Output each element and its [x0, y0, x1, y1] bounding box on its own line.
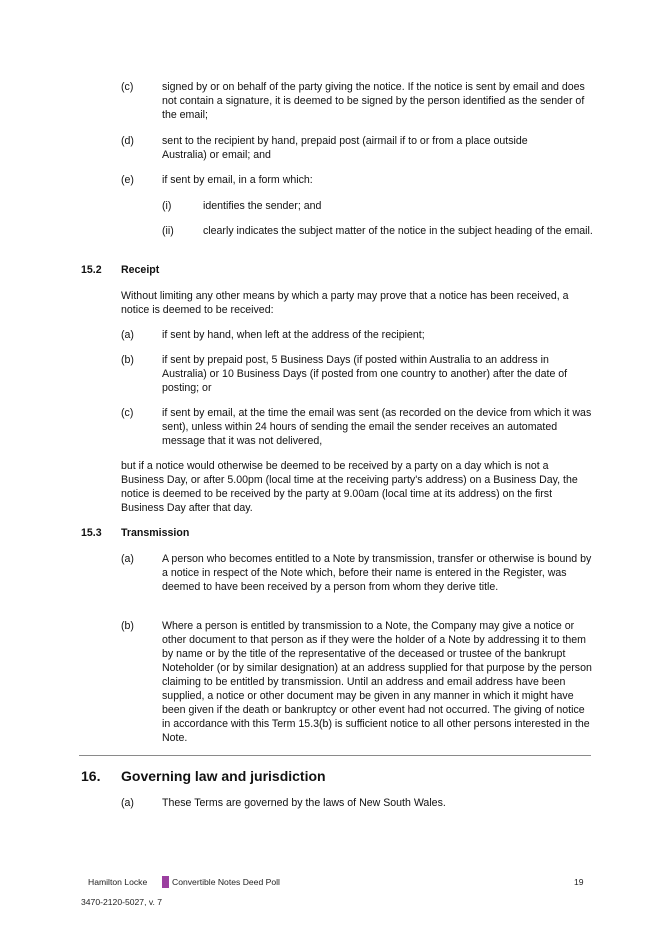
subitem-label: (i) [162, 200, 172, 212]
item-text: signed by or on behalf of the party giving the notice. If the notice is sent by email and does not contain a signature, it is deemed to be signed by the person identified as the sender of the email; [162, 81, 585, 121]
footer-accent-bar [162, 876, 169, 888]
item-text: A person who becomes entitled to a Note by transmission, transfer or otherwise is bound by a notice in respect of the Note which, before their name is entered in the Register, was deemed to have been received by a person from whom they derive title. [162, 553, 592, 593]
subitem-label: (ii) [162, 225, 174, 237]
item-label: (b) [121, 354, 134, 366]
clause-title: Receipt [121, 264, 160, 276]
item-text: These Terms are governed by the laws of New South Wales. [162, 797, 446, 809]
item-text: if sent by email, in a form which: [162, 174, 313, 186]
item-label: (c) [121, 407, 134, 419]
clause-number: 15.3 [81, 527, 102, 539]
subitem-text: identifies the sender; and [203, 200, 322, 212]
item-text: if sent by hand, when left at the address of the recipient; [162, 329, 425, 341]
section-title: Governing law and jurisdiction [121, 768, 326, 784]
doc-reference: 3470-2120-5027, v. 7 [81, 897, 163, 907]
item-label: (b) [121, 620, 134, 632]
clause-outro: but if a notice would otherwise be deemed to be received by a party on a day which is not a Business Day, or after 5.00pm (local time at the receiving party's address) on a Business Day, the notice is deemed to be received by the party at 9.00am (local time at its address) on the first Business Day after that day. [121, 460, 578, 514]
section-divider [79, 755, 591, 756]
item-text: Where a person is entitled by transmission to a Note, the Company may give a notice or other document to that person as if they were the holder of a Note by addressing it to them by name or by the title of the representative of the deceased or trustee of the bankrupt Noteholder (or by similar designation) at an address supplied for that purpose by the person claiming to be entitled by transmission. Until an address and email address have been supplied, a notice or other document may be given in any manner in which it might have been given if the death or bankruptcy or other event had not occurred. The giving of notice in accordance with this Term 15.3(b) is sufficient notice to all other persons interested in the Note. [162, 620, 592, 744]
clause-number: 15.2 [81, 264, 102, 276]
item-label: (d) [121, 135, 134, 147]
item-label: (e) [121, 174, 134, 186]
item-text: if sent by prepaid post, 5 Business Days (if posted within Australia to an address in Australia) or 10 Business Days (if posted from one country to another) after the date of posting; or [162, 354, 568, 394]
item-text: sent to the recipient by hand, prepaid post (airmail if to or from a place outside Australia) or email; and [162, 135, 528, 161]
clause-title: Transmission [121, 527, 190, 539]
item-label: (a) [121, 797, 134, 809]
subitem-text: clearly indicates the subject matter of the notice in the subject heading of the email. [203, 225, 593, 237]
page-number: 19 [574, 877, 584, 887]
item-label: (a) [121, 329, 134, 341]
section-number: 16. [81, 768, 101, 784]
clause-intro: Without limiting any other means by which a party may prove that a notice has been received, a notice is deemed to be received: [121, 290, 569, 316]
item-text: if sent by email, at the time the email was sent (as recorded on the device from which it was sent), unless within 24 hours of sending the email the sender receives an automated message that it was not delivered, [162, 407, 592, 447]
item-label: (a) [121, 553, 134, 565]
footer-firm: Hamilton Locke [88, 877, 148, 887]
item-label: (c) [121, 81, 134, 93]
footer-doc-title: Convertible Notes Deed Poll [172, 877, 280, 887]
